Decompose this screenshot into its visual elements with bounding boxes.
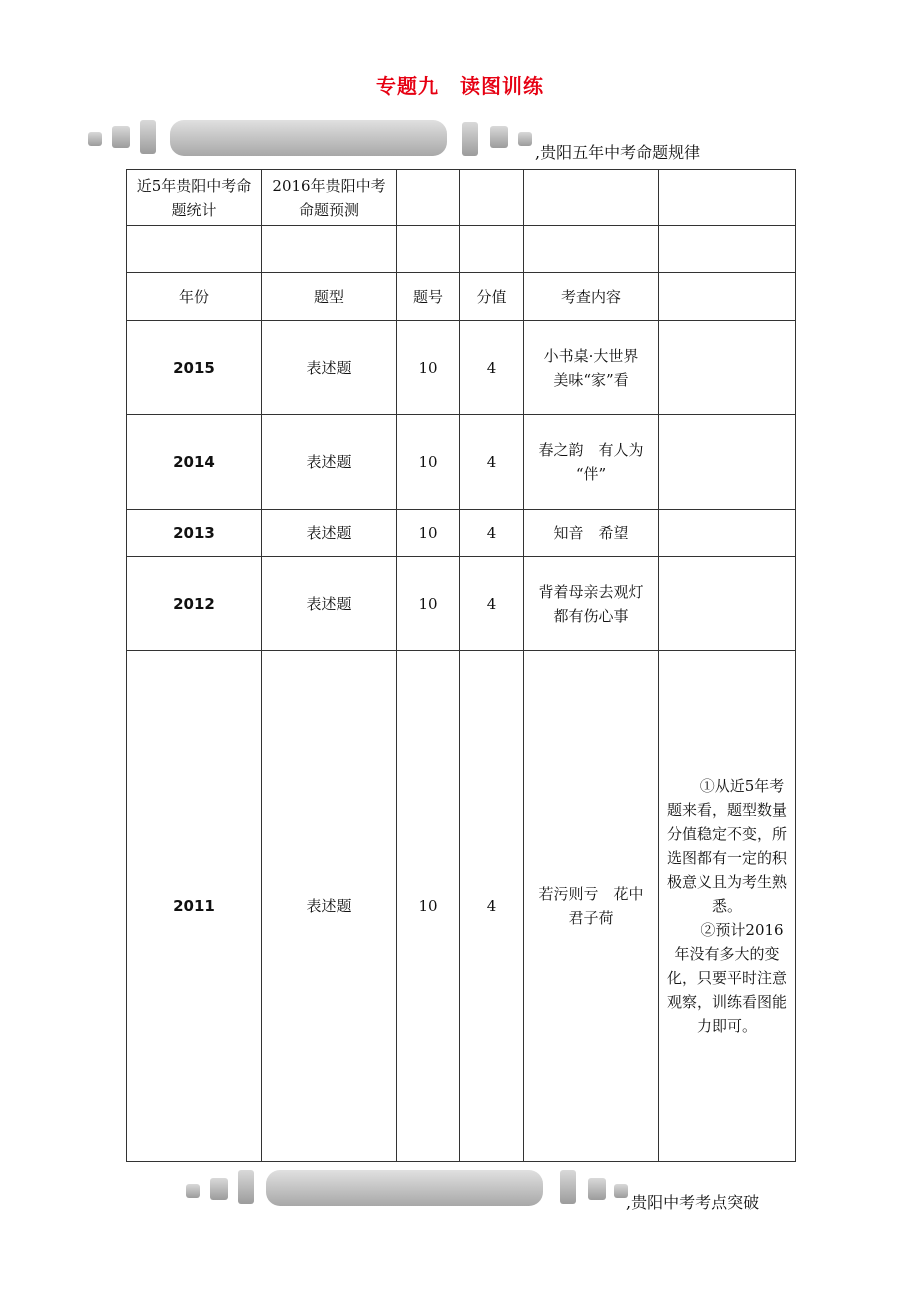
- banner-square: [462, 122, 478, 156]
- table-row: [127, 415, 796, 510]
- year-cell: 2014: [127, 415, 262, 510]
- score-cell: 4: [460, 557, 524, 651]
- banner-bar: [266, 1170, 543, 1206]
- type-cell: 表述题: [262, 510, 397, 557]
- year-cell: 2015: [127, 321, 262, 415]
- number-cell: 10: [397, 557, 460, 651]
- content-cell: 小书桌·大世界 美味“家”看: [524, 321, 659, 415]
- number-cell: 10: [397, 321, 460, 415]
- content-cell: 知音 希望: [524, 510, 659, 557]
- page-title: 专题九 读图训练: [376, 74, 544, 98]
- banner-square: [112, 126, 130, 148]
- score-cell: 4: [460, 321, 524, 415]
- banner-square: [588, 1178, 606, 1200]
- banner-square: [490, 126, 508, 148]
- type-cell: 表述题: [262, 415, 397, 510]
- type-cell: 表述题: [262, 321, 397, 415]
- banner-square: [518, 132, 532, 146]
- table-column-header-row: [127, 273, 796, 321]
- banner-square: [560, 1170, 576, 1204]
- banner-square: [140, 120, 156, 154]
- banner-bar: [170, 120, 447, 156]
- table-row: [127, 510, 796, 557]
- table-blank-row: [127, 226, 796, 273]
- column-header: 分值: [460, 273, 524, 321]
- banner-square: [88, 132, 102, 146]
- table-row: [127, 651, 796, 1162]
- type-cell: 表述题: [262, 651, 397, 1162]
- year-cell: 2012: [127, 557, 262, 651]
- content-cell: 若污则亏 花中 君子荷: [524, 651, 659, 1162]
- score-cell: 4: [460, 651, 524, 1162]
- column-header: 年份: [127, 273, 262, 321]
- section-banner-2: [0, 1170, 920, 1214]
- number-cell: 10: [397, 510, 460, 557]
- prediction-paragraph: ①从近5年考题来看，题型数量分值稳定不变，所选图都有一定的积极意义且为考生熟悉。: [666, 777, 787, 915]
- table-header-cell: 2016年贵阳中考命题预测: [262, 170, 397, 226]
- table-row: [127, 557, 796, 651]
- year-cell: 2013: [127, 510, 262, 557]
- score-cell: 4: [460, 510, 524, 557]
- content-cell: 背着母亲去观灯 都有伤心事: [524, 557, 659, 651]
- type-cell: 表述题: [262, 557, 397, 651]
- table-header-cell: 近5年贵阳中考命题统计: [127, 170, 262, 226]
- section-heading: ,贵阳中考考点突破: [626, 1193, 760, 1212]
- column-header: 题号: [397, 273, 460, 321]
- column-header: 题型: [262, 273, 397, 321]
- banner-square: [238, 1170, 254, 1204]
- prediction-cell: [659, 651, 796, 1162]
- banner-square: [210, 1178, 228, 1200]
- prediction-paragraph: ②预计2016年没有多大的变化，只要平时注意观察，训练看图能力即可。: [666, 921, 787, 1035]
- exam-stats-table: [126, 169, 796, 1162]
- number-cell: 10: [397, 651, 460, 1162]
- number-cell: 10: [397, 415, 460, 510]
- section-banner-1: [0, 120, 920, 164]
- year-cell: 2011: [127, 651, 262, 1162]
- score-cell: 4: [460, 415, 524, 510]
- table-row: [127, 321, 796, 415]
- banner-square: [186, 1184, 200, 1198]
- column-header: 考查内容: [524, 273, 659, 321]
- table-header-row: [127, 170, 796, 226]
- content-cell: 春之韵 有人为 “伴”: [524, 415, 659, 510]
- section-heading: ,贵阳五年中考命题规律: [535, 143, 701, 162]
